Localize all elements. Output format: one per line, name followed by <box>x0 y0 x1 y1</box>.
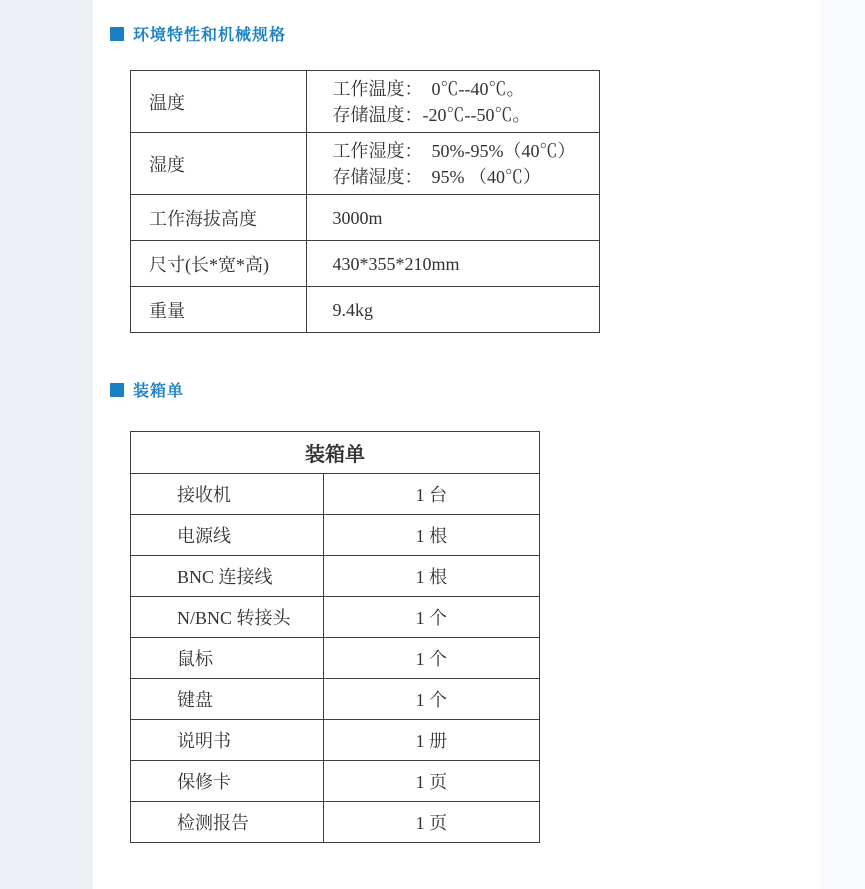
packing-qty: 1 根 <box>323 515 539 556</box>
square-bullet-icon <box>110 383 124 397</box>
spec-value-line: 工作温度： 0℃--40℃。 <box>332 78 525 99</box>
spec-value <box>307 195 600 241</box>
packing-qty: 1 页 <box>323 802 539 843</box>
spec-value-line: 9.4kg <box>332 299 373 320</box>
environment-spec-table <box>130 70 600 333</box>
packing-item: BNC 连接线 <box>131 556 324 597</box>
table-row <box>131 241 600 287</box>
packing-item: 键盘 <box>131 679 324 720</box>
spec-value-line: 430*355*210mm <box>332 253 460 274</box>
document-card <box>93 0 820 889</box>
packing-item: 接收机 <box>131 474 324 515</box>
packing-item: 电源线 <box>131 515 324 556</box>
spec-value-line: 工作湿度： 50%-95%（40℃） <box>332 140 576 161</box>
spec-label: 工作海拔高度 <box>131 195 307 241</box>
packing-qty: 1 台 <box>323 474 539 515</box>
section-heading-label: 装箱单 <box>133 383 185 400</box>
table-row <box>131 474 540 515</box>
section-heading-packing-list <box>110 378 820 401</box>
spec-label: 湿度 <box>131 133 307 195</box>
packing-item: 鼠标 <box>131 638 324 679</box>
table-row <box>131 71 600 133</box>
packing-item: N/BNC 转接头 <box>131 597 324 638</box>
packing-item: 检测报告 <box>131 802 324 843</box>
packing-item: 说明书 <box>131 720 324 761</box>
spec-value <box>307 241 600 287</box>
table-row <box>131 679 540 720</box>
packing-qty: 1 页 <box>323 761 539 802</box>
table-row <box>131 761 540 802</box>
square-bullet-icon <box>110 27 124 41</box>
spec-value-line: 3000m <box>332 207 383 228</box>
packing-qty: 1 个 <box>323 638 539 679</box>
spec-label: 重量 <box>131 287 307 333</box>
spec-value-line: 存储温度：-20℃--50℃。 <box>332 104 531 125</box>
section-heading-label: 环境特性和机械规格 <box>133 27 287 44</box>
spec-value <box>307 133 600 195</box>
spec-label: 温度 <box>131 71 307 133</box>
page-background-right <box>820 0 865 889</box>
spec-value-line: 存储湿度： 95% （40℃） <box>332 166 541 187</box>
table-row <box>131 556 540 597</box>
packing-qty: 1 个 <box>323 679 539 720</box>
table-row <box>131 133 600 195</box>
table-row <box>131 287 600 333</box>
spec-label: 尺寸(长*宽*高) <box>131 241 307 287</box>
table-header-row <box>131 432 540 474</box>
spec-value <box>307 287 600 333</box>
packing-qty: 1 册 <box>323 720 539 761</box>
table-row <box>131 515 540 556</box>
table-row <box>131 802 540 843</box>
packing-qty: 1 个 <box>323 597 539 638</box>
table-row <box>131 597 540 638</box>
table-row <box>131 195 600 241</box>
packing-item: 保修卡 <box>131 761 324 802</box>
table-row <box>131 638 540 679</box>
spec-value <box>307 71 600 133</box>
packing-qty: 1 根 <box>323 556 539 597</box>
packing-list-title: 装箱单 <box>131 432 540 474</box>
section-heading-environment <box>110 0 820 45</box>
packing-list-table <box>130 431 540 843</box>
table-row <box>131 720 540 761</box>
